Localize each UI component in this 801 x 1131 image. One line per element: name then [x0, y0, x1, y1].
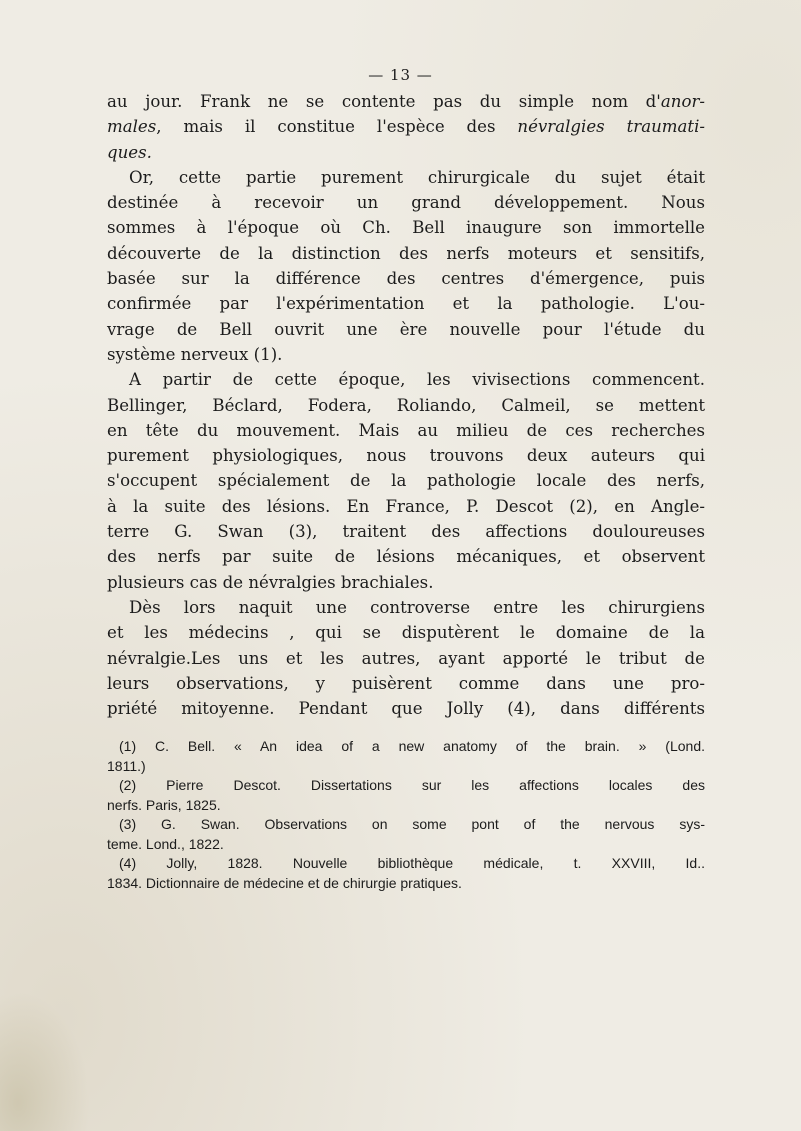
text-line: Dès lors naquit une controverse entre les chirurgiens — [129, 597, 705, 617]
footnote-line: 1811.) — [107, 757, 146, 774]
footnote-line: 1834. Dictionnaire de médecine et de chirurgie pratiques. — [107, 874, 462, 891]
text-line: confirmée par l'expérimentation et la pathologie. L'ou- — [107, 294, 705, 314]
italic-term: névralgies traumati- — [517, 117, 705, 137]
body-text — [107, 89, 705, 721]
text-line: sommes à l'époque où Ch. Bell inaugure son immortelle — [107, 218, 705, 238]
footnote-line: teme. Lond., 1822. — [107, 835, 224, 852]
text-line: découverte de la distinction des nerfs moteurs et sensitifs, — [107, 243, 705, 263]
footnote-line: (3) G. Swan. Observations on some pont of the nervous sys- — [119, 816, 705, 832]
text-line: en tête du mouvement. Mais au milieu de ces recherches — [107, 420, 705, 440]
text-line: destinée à recevoir un grand développement. Nous — [107, 193, 705, 213]
text-line: des nerfs par suite de lésions mécaniques, et observent — [107, 547, 705, 567]
footnote-line: (1) C. Bell. « An idea of a new anatomy of the brain. » (Lond. — [119, 738, 705, 754]
text-line: névralgie.Les uns et les autres, ayant apporté le tribut de — [107, 648, 705, 668]
text-line — [107, 140, 705, 165]
text-line: à la suite des lésions. En France, P. Descot (2), en Angle- — [107, 496, 705, 516]
text-line: leurs observations, y puisèrent comme dans une pro- — [107, 673, 705, 693]
text-line: Or, cette partie purement chirurgicale du sujet était — [129, 167, 705, 187]
text-line: au jour. Frank ne se contente pas du simple nom d'anor- — [107, 92, 705, 111]
footnote-line: nerfs. Paris, 1825. — [107, 796, 221, 813]
text-line: s'occupent spécialement de la pathologie locale des nerfs, — [107, 471, 705, 491]
text-line: système nerveux (1). — [107, 344, 283, 364]
text-line: Bellinger, Béclard, Fodera, Roliando, Calmeil, se mettent — [107, 395, 705, 415]
text-line: basée sur la différence des centres d'émergence, puis — [107, 269, 705, 289]
footnotes — [107, 737, 705, 893]
text-line: purement physiologiques, nous trouvons deux auteurs qui — [107, 446, 705, 466]
italic-term: anor- — [660, 92, 705, 111]
text-line: plusieurs cas de névralgies brachiales. — [107, 572, 434, 592]
text-line: et les médecins , qui se disputèrent le domaine de la — [107, 623, 705, 643]
text-line: males, mais il constitue l'espèce des névralgies traumati- — [107, 117, 705, 137]
text-line: vrage de Bell ouvrit une ère nouvelle pour l'étude du — [107, 319, 705, 339]
paper-stain — [0, 991, 90, 1131]
footnote-line: (4) Jolly, 1828. Nouvelle bibliothèque médicale, t. XXVIII, Id.. — [119, 855, 705, 871]
footnote-line: (2) Pierre Descot. Dissertations sur les affections locales des — [119, 777, 705, 793]
text-line: A partir de cette époque, les vivisections commencent. — [129, 370, 705, 390]
page-number: — 13 — — [368, 66, 433, 84]
text-line: priété mitoyenne. Pendant que Jolly (4), dans différents — [107, 699, 705, 719]
text-line: terre G. Swan (3), traitent des affections douloureuses — [107, 522, 705, 542]
italic-term: males — [107, 117, 157, 137]
italic-term: ques. — [107, 142, 152, 162]
